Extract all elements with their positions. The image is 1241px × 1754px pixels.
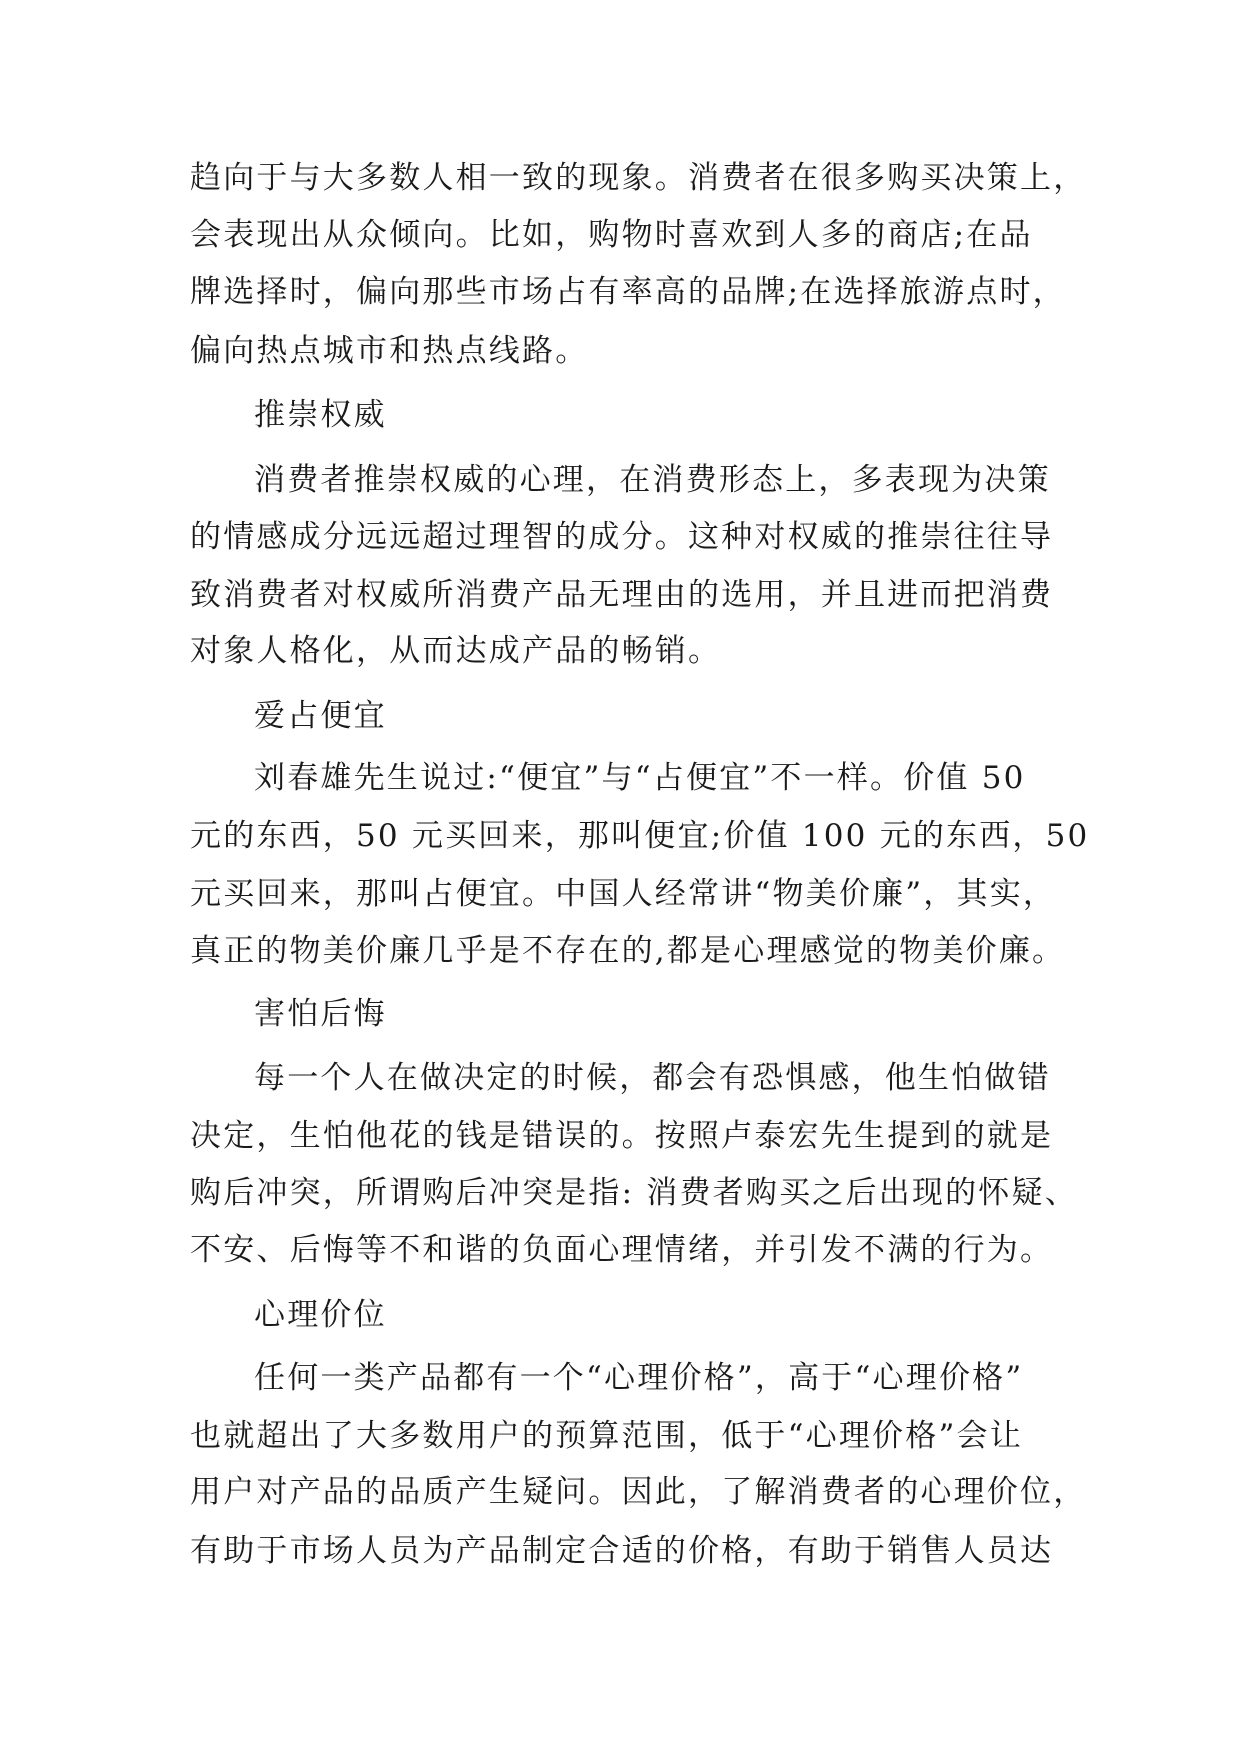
body-text-line: 趋向于与大多数人相一致的现象。消费者在很多购买决策上， (190, 160, 1087, 196)
section-heading: 心理价位 (254, 1297, 387, 1333)
body-text-line: 会表现出从众倾向。比如，购物时喜欢到人多的商店;在品 (190, 217, 1033, 253)
body-text-line: 致消费者对权威所消费产品无理由的选用，并且进而把消费 (190, 577, 1054, 613)
body-text-line: 不安、后悔等不和谐的负面心理情绪，并引发不满的行为。 (190, 1232, 1054, 1268)
body-text-line: 决定，生怕他花的钱是错误的。按照卢泰宏先生提到的就是 (190, 1118, 1054, 1154)
body-text-line: 真正的物美价廉几乎是不存在的,都是心理感觉的物美价廉。 (190, 933, 1066, 969)
body-text-line: 元的东西，50 元买回来，那叫便宜;价值 100 元的东西，50 (190, 818, 1090, 854)
body-text-line: 也就超出了大多数用户的预算范围，低于“心理价格”会让 (190, 1418, 1023, 1454)
body-text-line: 元买回来，那叫占便宜。中国人经常讲“物美价廉”，其实， (190, 876, 1057, 912)
body-text-line: 消费者推崇权威的心理，在消费形态上，多表现为决策 (254, 462, 1051, 498)
section-heading: 推崇权威 (254, 397, 387, 433)
section-heading: 害怕后悔 (254, 996, 387, 1032)
body-text-line: 牌选择时，偏向那些市场占有率高的品牌;在选择旅游点时， (190, 274, 1066, 310)
body-text-line: 用户对产品的品质产生疑问。因此，了解消费者的心理价位， (190, 1474, 1087, 1510)
body-text-line: 的情感成分远远超过理智的成分。这种对权威的推崇往往导 (190, 519, 1054, 555)
body-text-line: 有助于市场人员为产品制定合适的价格，有助于销售人员达 (190, 1533, 1054, 1569)
body-text-line: 偏向热点城市和热点线路。 (190, 333, 589, 369)
body-text-line: 每一个人在做决定的时候，都会有恐惧感，他生怕做错 (254, 1060, 1051, 1096)
body-text-line: 任何一类产品都有一个“心理价格”，高于“心理价格” (254, 1360, 1024, 1396)
body-text-line: 对象人格化，从而达成产品的畅销。 (190, 633, 722, 669)
body-text-line: 刘春雄先生说过:“便宜”与“占便宜”不一样。价值 50 (254, 760, 1026, 796)
body-text-line: 购后冲突，所谓购后冲突是指: 消费者购买之后出现的怀疑、 (190, 1175, 1078, 1211)
section-heading: 爱占便宜 (254, 698, 387, 734)
